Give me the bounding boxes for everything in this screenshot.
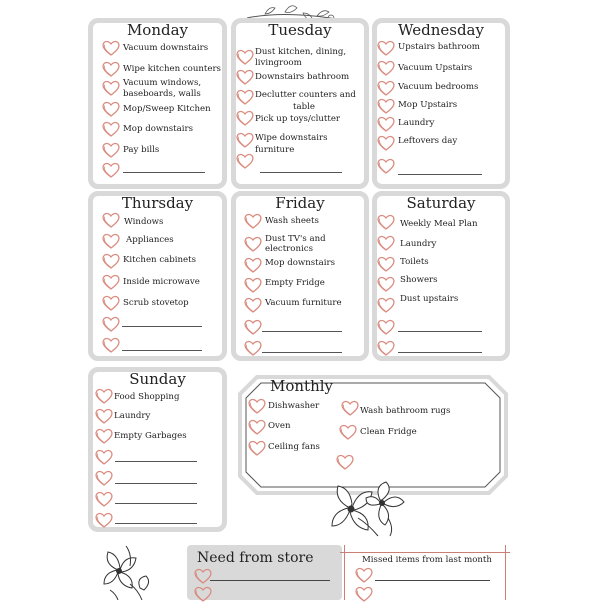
heart-checkbox-icon[interactable] <box>340 398 360 418</box>
heart-checkbox-icon[interactable] <box>247 438 267 458</box>
monthly-item: Clean Fridge <box>360 427 417 437</box>
heart-checkbox-icon[interactable] <box>354 565 374 585</box>
tuesday-item: furniture <box>255 145 295 155</box>
monday-item: baseboards, walls <box>123 89 201 99</box>
thursday-item: Inside microwave <box>123 277 200 287</box>
heart-checkbox-icon[interactable] <box>376 96 396 116</box>
blank-line <box>262 331 342 332</box>
heart-checkbox-icon[interactable] <box>101 140 121 160</box>
heart-checkbox-icon[interactable] <box>235 47 255 67</box>
tuesday-title: Tuesday <box>268 21 332 39</box>
heart-checkbox-icon[interactable] <box>235 130 255 150</box>
heart-checkbox-icon[interactable] <box>101 272 121 292</box>
monthly-title: Monthly <box>270 377 334 395</box>
heart-checkbox-icon[interactable] <box>376 317 396 337</box>
saturday-item: Weekly Meal Plan <box>400 219 478 229</box>
blank-line <box>115 461 197 462</box>
blank-line <box>123 172 205 173</box>
heart-checkbox-icon[interactable] <box>235 87 255 107</box>
thursday-item: Kitchen cabinets <box>123 255 196 265</box>
sunday-item: Food Shopping <box>114 392 180 402</box>
sunday-item: Laundry <box>114 411 151 421</box>
thursday-item: Windows <box>124 217 164 227</box>
friday-title: Friday <box>275 194 325 212</box>
friday-item: Empty Fridge <box>265 278 325 288</box>
heart-checkbox-icon[interactable] <box>247 417 267 437</box>
saturday-item: Dust upstairs <box>400 294 459 304</box>
friday-item: Wash sheets <box>265 216 319 226</box>
heart-checkbox-icon[interactable] <box>94 386 114 406</box>
heart-checkbox-icon[interactable] <box>338 422 358 442</box>
heart-checkbox-icon[interactable] <box>101 251 121 271</box>
blank-line <box>115 503 197 504</box>
heart-checkbox-icon[interactable] <box>101 38 121 58</box>
sunday-title: Sunday <box>129 370 186 388</box>
heart-checkbox-icon[interactable] <box>243 234 263 254</box>
frame-rule <box>340 552 510 553</box>
flower-illustration-icon <box>328 478 410 538</box>
heart-checkbox-icon[interactable] <box>94 447 114 467</box>
sunday-item: Empty Garbages <box>114 431 187 441</box>
heart-checkbox-icon[interactable] <box>101 231 121 251</box>
heart-checkbox-icon[interactable] <box>376 58 396 78</box>
heart-checkbox-icon[interactable] <box>376 114 396 134</box>
tuesday-item: Pick up toys/clutter <box>255 114 341 124</box>
friday-item: electronics <box>265 244 313 254</box>
heart-checkbox-icon[interactable] <box>376 233 396 253</box>
monthly-item: Wash bathroom rugs <box>360 406 451 416</box>
tuesday-item: Dust kitchen, dining, <box>255 47 347 57</box>
heart-checkbox-icon[interactable] <box>376 78 396 98</box>
heart-checkbox-icon[interactable] <box>235 151 255 171</box>
heart-checkbox-icon[interactable] <box>335 452 355 472</box>
heart-checkbox-icon[interactable] <box>376 338 396 358</box>
heart-checkbox-icon[interactable] <box>94 406 114 426</box>
store-title: Need from store <box>197 550 314 566</box>
monthly-item: Ceiling fans <box>268 442 320 452</box>
flower-illustration-icon <box>100 540 160 600</box>
friday-item: Mop downstairs <box>265 258 336 268</box>
blank-line <box>122 350 202 351</box>
monday-item: Mop downstairs <box>123 124 194 134</box>
monday-item: Vacuum windows, <box>123 78 202 88</box>
heart-checkbox-icon[interactable] <box>235 67 255 87</box>
heart-checkbox-icon[interactable] <box>243 255 263 275</box>
blank-line <box>262 352 342 353</box>
heart-checkbox-icon[interactable] <box>101 160 121 180</box>
heart-checkbox-icon[interactable] <box>243 295 263 315</box>
monday-item: Mop/Sweep Kitchen <box>123 104 211 114</box>
saturday-title: Saturday <box>406 194 476 212</box>
monday-item: Vacuum downstairs <box>123 43 209 53</box>
heart-checkbox-icon[interactable] <box>243 317 263 337</box>
heart-checkbox-icon[interactable] <box>101 210 121 230</box>
wednesday-item: Vacuum Upstairs <box>398 63 473 73</box>
heart-checkbox-icon[interactable] <box>193 566 213 586</box>
heart-checkbox-icon[interactable] <box>376 295 396 315</box>
heart-checkbox-icon[interactable] <box>376 156 396 176</box>
heart-checkbox-icon[interactable] <box>376 133 396 153</box>
frame-rule-vertical <box>505 545 506 600</box>
friday-item: Vacuum furniture <box>265 298 342 308</box>
tuesday-item: Wipe downstairs <box>255 133 328 143</box>
thursday-item: Appliances <box>126 235 174 245</box>
heart-checkbox-icon[interactable] <box>94 510 114 530</box>
wednesday-item: Laundry <box>398 118 435 128</box>
heart-checkbox-icon[interactable] <box>101 59 121 79</box>
wednesday-title: Wednesday <box>398 21 484 39</box>
monday-title: Monday <box>126 21 189 39</box>
blank-line <box>398 352 482 353</box>
saturday-item: Laundry <box>400 239 437 249</box>
heart-checkbox-icon[interactable] <box>243 338 263 358</box>
friday-item: Dust TV's and <box>265 234 326 244</box>
monday-item: Pay bills <box>123 145 160 155</box>
wednesday-item: Mop Upstairs <box>398 100 458 110</box>
heart-checkbox-icon[interactable] <box>94 426 114 446</box>
missed-title: Missed items from last month <box>362 555 492 565</box>
blank-line <box>398 331 482 332</box>
heart-checkbox-icon[interactable] <box>94 489 114 509</box>
heart-checkbox-icon[interactable] <box>101 293 121 313</box>
blank-line <box>375 580 490 581</box>
heart-checkbox-icon[interactable] <box>243 275 263 295</box>
blank-line <box>398 174 482 175</box>
wednesday-item: Upstairs bathroom <box>398 42 480 52</box>
heart-checkbox-icon[interactable] <box>247 396 267 416</box>
wednesday-item: Leftovers day <box>398 136 458 146</box>
heart-checkbox-icon[interactable] <box>101 335 121 355</box>
wednesday-item: Vacuum bedrooms <box>398 82 479 92</box>
tuesday-item: table <box>293 102 315 112</box>
monthly-item: Oven <box>268 421 291 431</box>
heart-checkbox-icon[interactable] <box>101 99 121 119</box>
heart-checkbox-icon[interactable] <box>101 314 121 334</box>
monthly-item: Dishwasher <box>268 401 320 411</box>
tuesday-item: livingroom <box>255 58 302 68</box>
heart-checkbox-icon[interactable] <box>193 584 213 604</box>
heart-checkbox-icon[interactable] <box>235 108 255 128</box>
heart-checkbox-icon[interactable] <box>101 119 121 139</box>
heart-checkbox-icon[interactable] <box>94 468 114 488</box>
heart-checkbox-icon[interactable] <box>101 78 121 98</box>
saturday-item: Showers <box>400 275 438 285</box>
heart-checkbox-icon[interactable] <box>376 274 396 294</box>
frame-rule-vertical <box>344 545 345 600</box>
blank-line <box>210 580 330 581</box>
monday-item: Wipe kitchen counters <box>123 64 221 74</box>
heart-checkbox-icon[interactable] <box>376 212 396 232</box>
saturday-item: Toilets <box>400 257 429 267</box>
heart-checkbox-icon[interactable] <box>376 38 396 58</box>
thursday-item: Scrub stovetop <box>123 298 189 308</box>
thursday-title: Thursday <box>121 194 194 212</box>
tuesday-item: Downstairs bathroom <box>255 72 350 82</box>
blank-line <box>115 523 197 524</box>
heart-checkbox-icon[interactable] <box>354 584 374 604</box>
heart-checkbox-icon[interactable] <box>376 254 396 274</box>
heart-checkbox-icon[interactable] <box>243 211 263 231</box>
blank-line <box>115 483 197 484</box>
blank-line <box>260 172 342 173</box>
tuesday-item: Declutter counters and <box>255 90 356 100</box>
blank-line <box>122 326 202 327</box>
